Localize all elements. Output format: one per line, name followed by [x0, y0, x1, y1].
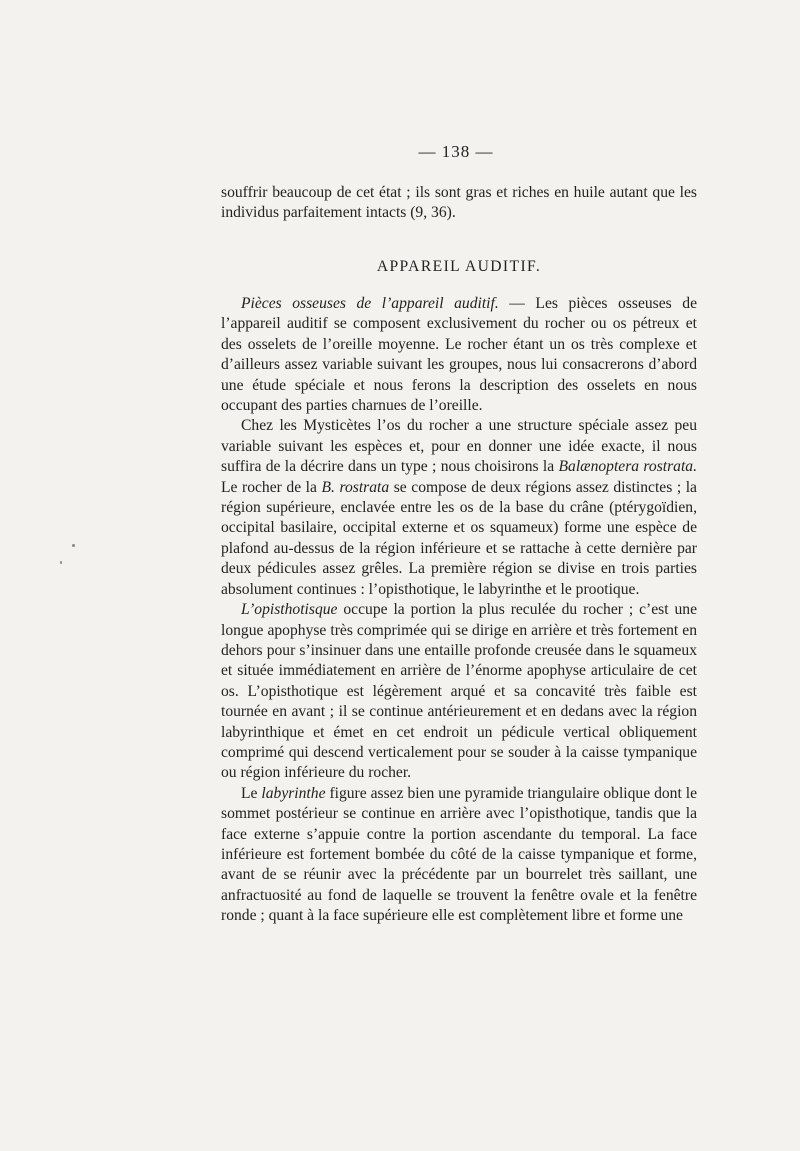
intro-paragraph [221, 183, 697, 224]
scan-speck [60, 561, 62, 564]
section-heading: APPAREIL AUDITIF. [376, 258, 542, 275]
paragraph-1-text: — Les pièces osseuses de l’appareil auditif se composent exclusivement du rocher ou os pétreux et des osselets de l’oreille moyenne. Le rocher étant un os très complexe et d’ailleurs assez variable suivant les groupes, nous lui consacrerons d’abord une étude spéciale et nous ferons la description des osselets en nous occupant des parties charnues de l’oreille. [221, 295, 697, 415]
paragraph-4-term: labyrinthe [261, 784, 326, 802]
paragraph-2-text-c: se compose de deux régions assez distinctes ; la région supérieure, enclavée entre les os de la base du crâne (ptérygoïdien, occipital basilaire, occipital externe et os squameux) forme une espèce de plafond au-dessus de la région inférieure et se rattache à cette dernière par deux pédicules assez grêles. La première région se divise en trois parties absolument continues : l’opisthotique, le labyrinthe et le prootique. [221, 478, 697, 598]
paragraph-2-species-abbrev: B. rostrata [321, 478, 390, 496]
paragraph-1-lead: Pièces osseuses de l’appareil auditif. [241, 295, 499, 312]
paragraph-1 [221, 294, 697, 416]
intro-text: souffrir beaucoup de cet état ; ils sont gras et riches en huile autant que les individus parfaitement intacts (9, 36). [221, 184, 697, 222]
paragraph-2 [221, 416, 697, 600]
page-number: — 138 — [418, 142, 494, 161]
paragraph-3-text: occupe la portion la plus reculée du rocher ; c’est une longue apophyse très comprimée qui se dirige en arrière et très fortement en dehors pour s’insinuer dans une entaille profonde creusée dans le squameux et située immédiatement en arrière de l’énorme apophyse articulaire de cet os. L’opisthotique est légèrement arqué et sa concavité très faible est tournée en avant ; il se continue antérieurement et en dedans avec la région labyrinthique et émet en cet endroit un pédicule vertical obliquement comprimé qui descend verticalement pour se souder à la caisse tympanique ou région inférieure du rocher. [221, 601, 697, 782]
paragraph-4-text-b: figure assez bien une pyramide triangulaire oblique dont le sommet postérieur se continue en arrière avec l’opisthotique, tandis que la face externe s’appuie contre la portion ascendante du temporal. La face inférieure est fortement bombée du côté de la caisse tympanique et forme, avant de se réunir avec la précédente par un bourrelet très saillant, une anfractuosité au fond de laquelle se trouvent la fenêtre ovale et la fenêtre ronde ; quant à la face supérieure elle est complètement libre et forme une [221, 784, 697, 925]
scan-speck [72, 544, 75, 547]
paragraph-4 [221, 784, 697, 927]
paragraph-3 [221, 600, 697, 784]
body-text [221, 294, 697, 927]
paragraph-2-species: Balænoptera rostrata. [558, 458, 697, 476]
paragraph-3-lead: L’opisthotisque [241, 601, 338, 619]
paragraph-2-text-b: Le rocher de la [221, 478, 322, 496]
paragraph-2-text-a: Chez les Mysticètes l’os du rocher a une structure spéciale assez peu variable suivant les espèces et, pour en donner une idée exacte, il nous suffira de la décrire dans un type ; nous choisirons la [221, 417, 697, 476]
paragraph-4-text-a: Le [241, 784, 262, 802]
